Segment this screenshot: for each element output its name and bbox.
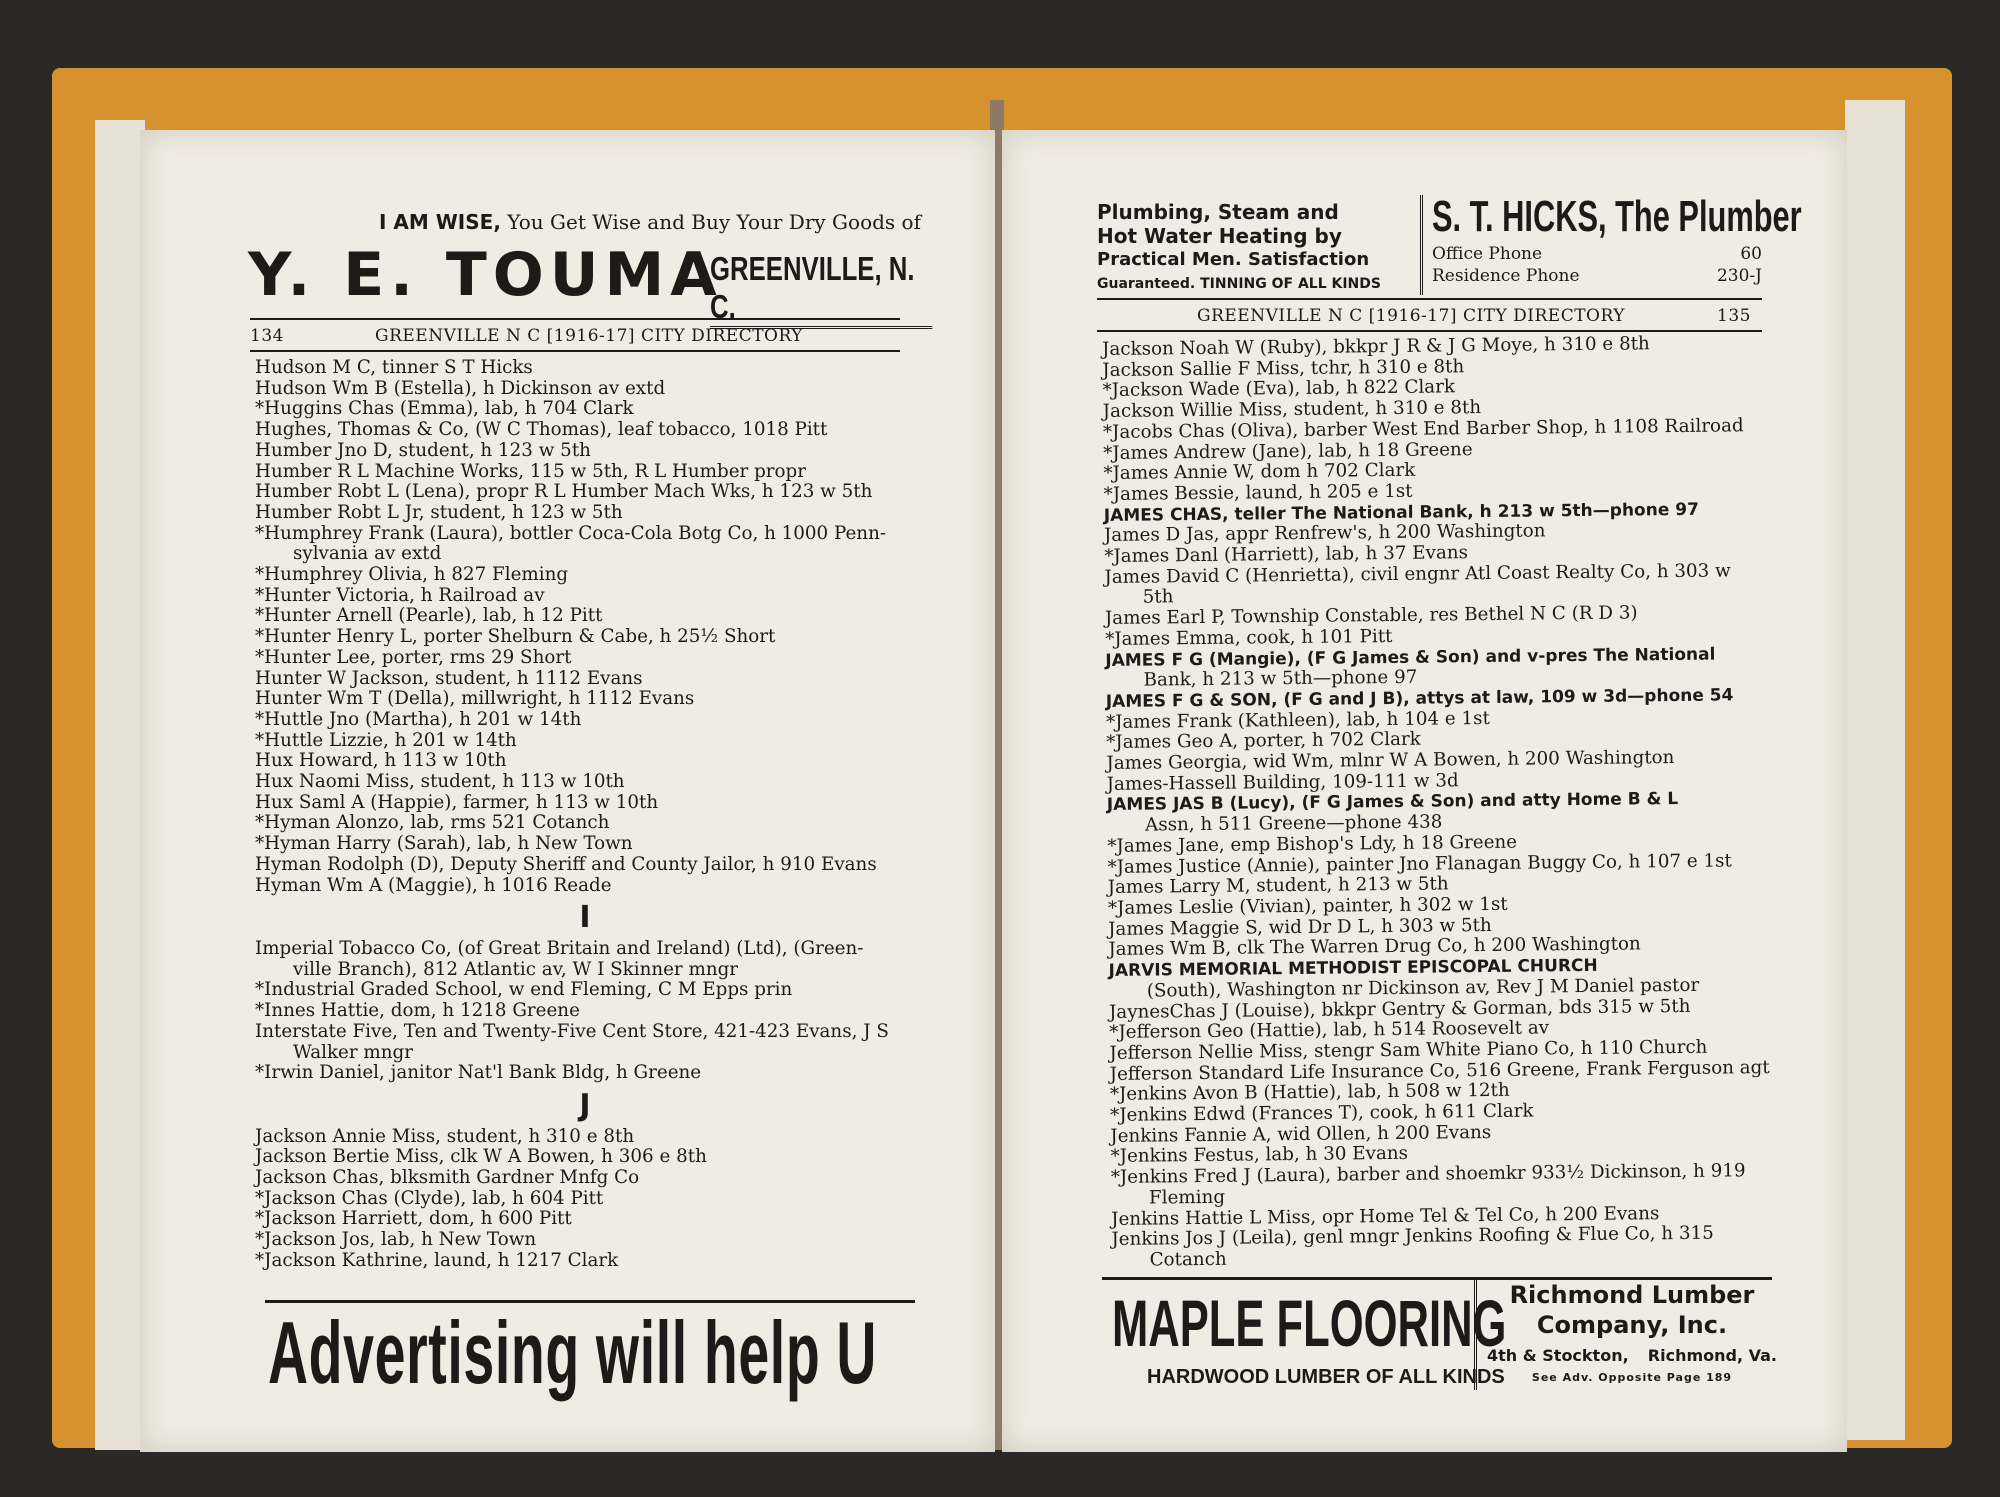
directory-entry: Jackson Willie Miss, student, h 310 e 8th xyxy=(1102,397,1482,423)
directory-entry: *Jenkins Festus, lab, h 30 Evans xyxy=(1110,1143,1409,1168)
directory-entry: Walker mngr xyxy=(293,1041,413,1063)
directory-entry: *James Danl (Harriett), lab, h 37 Evans xyxy=(1104,542,1469,568)
directory-entry: *James Geo A, porter, h 702 Clark xyxy=(1106,729,1421,754)
directory-entry: Interstate Five, Ten and Twenty-Five Cent Store, 421-423 Evans, J S xyxy=(255,1020,889,1042)
richmond-address: 4th & Stockton, xyxy=(1487,1346,1629,1365)
directory-entry: Humber Robt L Jr, student, h 123 w 5th xyxy=(255,501,623,523)
directory-entry: *Hyman Alonzo, lab, rms 521 Cotanch xyxy=(255,812,610,834)
directory-entry: *Jackson Kathrine, laund, h 1217 Clark xyxy=(255,1249,619,1271)
advertising-ad: Advertising will help U xyxy=(268,1303,878,1402)
directory-entry: *Jackson Harriett, dom, h 600 Pitt xyxy=(255,1208,572,1230)
directory-entry: *Industrial Graded School, w end Fleming, C M Epps prin xyxy=(255,979,793,1001)
directory-entry: Assn, h 511 Greene—phone 438 xyxy=(1144,811,1443,836)
hardwood-lumber-text: HARDWOOD LUMBER OF ALL KINDS xyxy=(1147,1366,1505,1388)
right-entries xyxy=(1102,333,1802,1272)
section-letter-j: J xyxy=(579,1087,591,1123)
section-letter-i: I xyxy=(579,900,591,936)
directory-entry: *James Emma, cook, h 101 Pitt xyxy=(1105,625,1393,650)
directory-entry: *James Jane, emp Bishop's Ldy, h 18 Greene xyxy=(1107,831,1518,857)
richmond-company-line: Richmond Lumber xyxy=(1509,1281,1755,1309)
directory-entry: Jackson Annie Miss, student, h 310 e 8th xyxy=(255,1125,635,1147)
directory-entry: James Wm B, clk The Warren Drug Co, h 200 Washington xyxy=(1108,933,1641,961)
page-number: 134 xyxy=(250,326,284,346)
directory-entry: *James Justice (Annie), painter Jno Flanagan Buggy Co, h 107 e 1st xyxy=(1107,850,1732,878)
directory-entry: *James Annie W, dom h 702 Clark xyxy=(1103,459,1416,485)
directory-entry: James Earl P, Township Constable, res Bethel N C (R D 3) xyxy=(1104,602,1638,630)
hicks-ad-line: Guaranteed. TINNING OF ALL KINDS xyxy=(1097,276,1381,292)
directory-entry: Humber Jno D, student, h 123 w 5th xyxy=(255,439,591,461)
directory-entry: *James Leslie (Vivian), painter, h 302 w 1st xyxy=(1107,893,1508,919)
directory-entry: 5th xyxy=(1142,586,1174,609)
directory-entry: Imperial Tobacco Co, (of Great Britain and Ireland) (Ltd), (Green- xyxy=(255,937,864,959)
directory-entry: Jefferson Nellie Miss, stengr Sam White Piano Co, h 110 Church xyxy=(1109,1036,1708,1064)
office-phone-label: Office Phone xyxy=(1432,244,1543,264)
directory-entry: Cotanch xyxy=(1149,1248,1227,1271)
directory-entry: Hux Naomi Miss, student, h 113 w 10th xyxy=(255,771,625,793)
directory-entry: James David C (Henrietta), civil engnr Atl Coast Realty Co, h 303 w xyxy=(1104,560,1731,588)
left-entries xyxy=(255,358,915,1272)
directory-entry: Jenkins Hattie L Miss, opr Home Tel & Tel Co, h 200 Evans xyxy=(1111,1202,1660,1230)
header-rule xyxy=(1097,330,1762,332)
directory-entry: Jackson Chas, blksmith Gardner Mnfg Co xyxy=(255,1167,640,1189)
directory-entry: Fleming xyxy=(1148,1186,1226,1209)
directory-entry: Jackson Bertie Miss, clk W A Bowen, h 306 e 8th xyxy=(255,1146,707,1168)
hicks-ad-line: Hot Water Heating by xyxy=(1097,224,1342,248)
hicks-ad-line: Practical Men. Satisfaction xyxy=(1097,249,1370,270)
hicks-ad-text xyxy=(1097,200,1417,296)
directory-entry: *Jackson Jos, lab, h New Town xyxy=(255,1229,537,1251)
directory-entry: Hux Howard, h 113 w 10th xyxy=(255,750,507,772)
running-head: GREENVILLE N C [1916-17] CITY DIRECTORY xyxy=(375,326,803,346)
directory-entry: Hudson Wm B (Estella), h Dickinson av extd xyxy=(255,377,666,399)
maple-flooring-ad: MAPLE FLOORING xyxy=(1112,1286,1507,1360)
directory-entry: *Hunter Henry L, porter Shelburn & Cabe, h 25½ Short xyxy=(255,626,776,648)
directory-entry: *Hunter Arnell (Pearle), lab, h 12 Pitt xyxy=(255,605,603,627)
directory-entry: *James Frank (Kathleen), lab, h 104 e 1st xyxy=(1105,707,1490,733)
directory-entry: *Jefferson Geo (Hattie), lab, h 514 Roosevelt av xyxy=(1109,1017,1550,1044)
directory-entry: *Jacobs Chas (Oliva), barber West End Barber Shop, h 1108 Railroad xyxy=(1102,415,1744,443)
running-head: GREENVILLE N C [1916-17] CITY DIRECTORY xyxy=(1197,306,1625,326)
touma-ad-location: GREENVILLE, N. C. xyxy=(710,250,932,329)
directory-entry: JAMES F G (Mangie), (F G James & Son) and v-pres The National xyxy=(1105,644,1716,671)
header-rule xyxy=(1097,298,1762,300)
hicks-ad-name: S. T. HICKS, The Plumber xyxy=(1432,192,1802,241)
directory-entry: Jenkins Fannie A, wid Ollen, h 200 Evans xyxy=(1110,1121,1492,1147)
residence-phone-label: Residence Phone xyxy=(1432,266,1580,286)
directory-entry: Hyman Wm A (Maggie), h 1016 Reade xyxy=(255,874,612,896)
directory-entry: *Jackson Wade (Eva), lab, h 822 Clark xyxy=(1102,376,1456,402)
directory-entry: *Humphrey Frank (Laura), bottler Coca-Cola Botg Co, h 1000 Penn- xyxy=(255,522,887,544)
directory-entry: *Innes Hattie, dom, h 1218 Greene xyxy=(255,1000,580,1022)
entries-h-section xyxy=(255,358,915,896)
richmond-address-row xyxy=(1487,1346,1777,1365)
directory-entry: Humber R L Machine Works, 115 w 5th, R L Humber propr xyxy=(255,460,806,482)
hicks-ad-line: Plumbing, Steam and xyxy=(1097,200,1339,224)
entries-right-section xyxy=(1102,333,1802,1272)
office-phone xyxy=(1432,244,1762,264)
directory-entry: Humber Robt L (Lena), propr R L Humber Mach Wks, h 123 w 5th xyxy=(255,481,873,503)
touma-tagline: I AM WISE, You Get Wise and Buy Your Dry Goods of xyxy=(379,210,921,234)
directory-entry: Hunter W Jackson, student, h 1112 Evans xyxy=(255,667,643,689)
directory-entry: JAMES F G & SON, (F G and J B), attys at law, 109 w 3d—phone 54 xyxy=(1105,685,1734,712)
directory-entry: *Jenkins Avon B (Hattie), lab, h 508 w 12th xyxy=(1109,1080,1510,1106)
ad-divider xyxy=(1474,1280,1477,1390)
directory-entry: Hunter Wm T (Della), millwright, h 1112 Evans xyxy=(255,688,695,710)
directory-entry: *Jackson Chas (Clyde), lab, h 604 Pitt xyxy=(255,1187,604,1209)
header-rule xyxy=(250,318,900,320)
richmond-city: Richmond, Va. xyxy=(1647,1346,1777,1365)
entries-i-section xyxy=(255,939,915,1084)
directory-entry: *James Andrew (Jane), lab, h 18 Greene xyxy=(1103,438,1473,464)
directory-entry: James-Hassell Building, 109-111 w 3d xyxy=(1106,770,1459,795)
directory-entry: ville Branch), 812 Atlantic av, W I Skinner mngr xyxy=(293,958,739,980)
touma-ad-name: Y. E. TOUMA xyxy=(248,240,723,310)
directory-entry: *Jenkins Fred J (Laura), barber and shoemkr 933½ Dickinson, h 919 xyxy=(1110,1160,1746,1189)
hicks-ad-name-block xyxy=(1432,192,1847,286)
directory-entry: James Maggie S, wid Dr D L, h 303 w 5th xyxy=(1108,914,1492,940)
directory-entry: *Jenkins Edwd (Frances T), cook, h 611 Clark xyxy=(1110,1100,1534,1126)
richmond-company-line: Company, Inc. xyxy=(1536,1311,1728,1339)
directory-entry: *James Bessie, laund, h 205 e 1st xyxy=(1103,480,1413,505)
directory-entry: Hux Saml A (Happie), farmer, h 113 w 10th xyxy=(255,791,659,813)
directory-entry: Hudson M C, tinner S T Hicks xyxy=(255,357,533,378)
header-rule xyxy=(250,350,900,352)
richmond-see-adv: See Adv. Opposite Page 189 xyxy=(1531,1371,1733,1384)
page-edges-right xyxy=(1845,100,1905,1440)
directory-entry: James Georgia, wid Wm, mlnr W A Bowen, h 200 Washington xyxy=(1106,747,1675,775)
right-page xyxy=(1002,130,1847,1452)
directory-entry: *Irwin Daniel, janitor Nat'l Bank Bldg, h Greene xyxy=(255,1062,702,1084)
directory-entry: Hyman Rodolph (D), Deputy Sheriff and County Jailor, h 910 Evans xyxy=(255,853,877,875)
directory-entry: (South), Washington nr Dickinson av, Rev J M Daniel pastor xyxy=(1146,974,1700,1002)
directory-entry: JAMES CHAS, teller The National Bank, h 213 w 5th—phone 97 xyxy=(1103,499,1699,526)
left-page xyxy=(140,130,995,1452)
directory-entry: JARVIS MEMORIAL METHODIST EPISCOPAL CHURCH xyxy=(1108,955,1598,982)
directory-entry: *Huggins Chas (Emma), lab, h 704 Clark xyxy=(255,398,634,420)
directory-entry: *Hunter Victoria, h Railroad av xyxy=(255,584,545,606)
directory-entry: *Huttle Jno (Martha), h 201 w 14th xyxy=(255,708,582,730)
page-number: 135 xyxy=(1717,306,1751,326)
directory-entry: *Hunter Lee, porter, rms 29 Short xyxy=(255,646,572,668)
directory-entry: *Hyman Harry (Sarah), lab, h New Town xyxy=(255,833,633,855)
directory-entry: JaynesChas J (Louise), bkkpr Gentry & Gorman, bds 315 w 5th xyxy=(1108,995,1691,1023)
richmond-lumber-ad xyxy=(1487,1280,1777,1384)
residence-phone-value: 230-J xyxy=(1716,266,1762,286)
office-phone-value: 60 xyxy=(1740,244,1762,264)
directory-entry: sylvania av extd xyxy=(293,543,442,565)
directory-entry: JAMES JAS B (Lucy), (F G James & Son) and atty Home B & L xyxy=(1106,789,1679,816)
directory-entry: James Larry M, student, h 213 w 5th xyxy=(1107,873,1449,899)
directory-entry: Jefferson Standard Life Insurance Co, 516 Greene, Frank Ferguson agt xyxy=(1109,1056,1770,1085)
residence-phone xyxy=(1432,266,1762,286)
directory-entry: Hughes, Thomas & Co, (W C Thomas), leaf tobacco, 1018 Pitt xyxy=(255,419,828,441)
entries-j-section xyxy=(255,1127,915,1272)
ad-divider xyxy=(1420,195,1423,295)
directory-entry: Jenkins Jos J (Leila), genl mngr Jenkins Roofing & Flue Co, h 315 xyxy=(1111,1222,1714,1251)
directory-entry: Jackson Sallie F Miss, tchr, h 310 e 8th xyxy=(1102,355,1465,381)
directory-entry: *Huttle Lizzie, h 201 w 14th xyxy=(255,729,517,751)
directory-entry: *Humphrey Olivia, h 827 Fleming xyxy=(255,564,569,586)
directory-entry: Jackson Noah W (Ruby), bkkpr J R & J G Moye, h 310 e 8th xyxy=(1101,333,1650,360)
directory-entry: James D Jas, appr Renfrew's, h 200 Washington xyxy=(1103,520,1546,547)
directory-entry: Bank, h 213 w 5th—phone 97 xyxy=(1143,666,1418,691)
page-edges-left xyxy=(95,120,145,1450)
